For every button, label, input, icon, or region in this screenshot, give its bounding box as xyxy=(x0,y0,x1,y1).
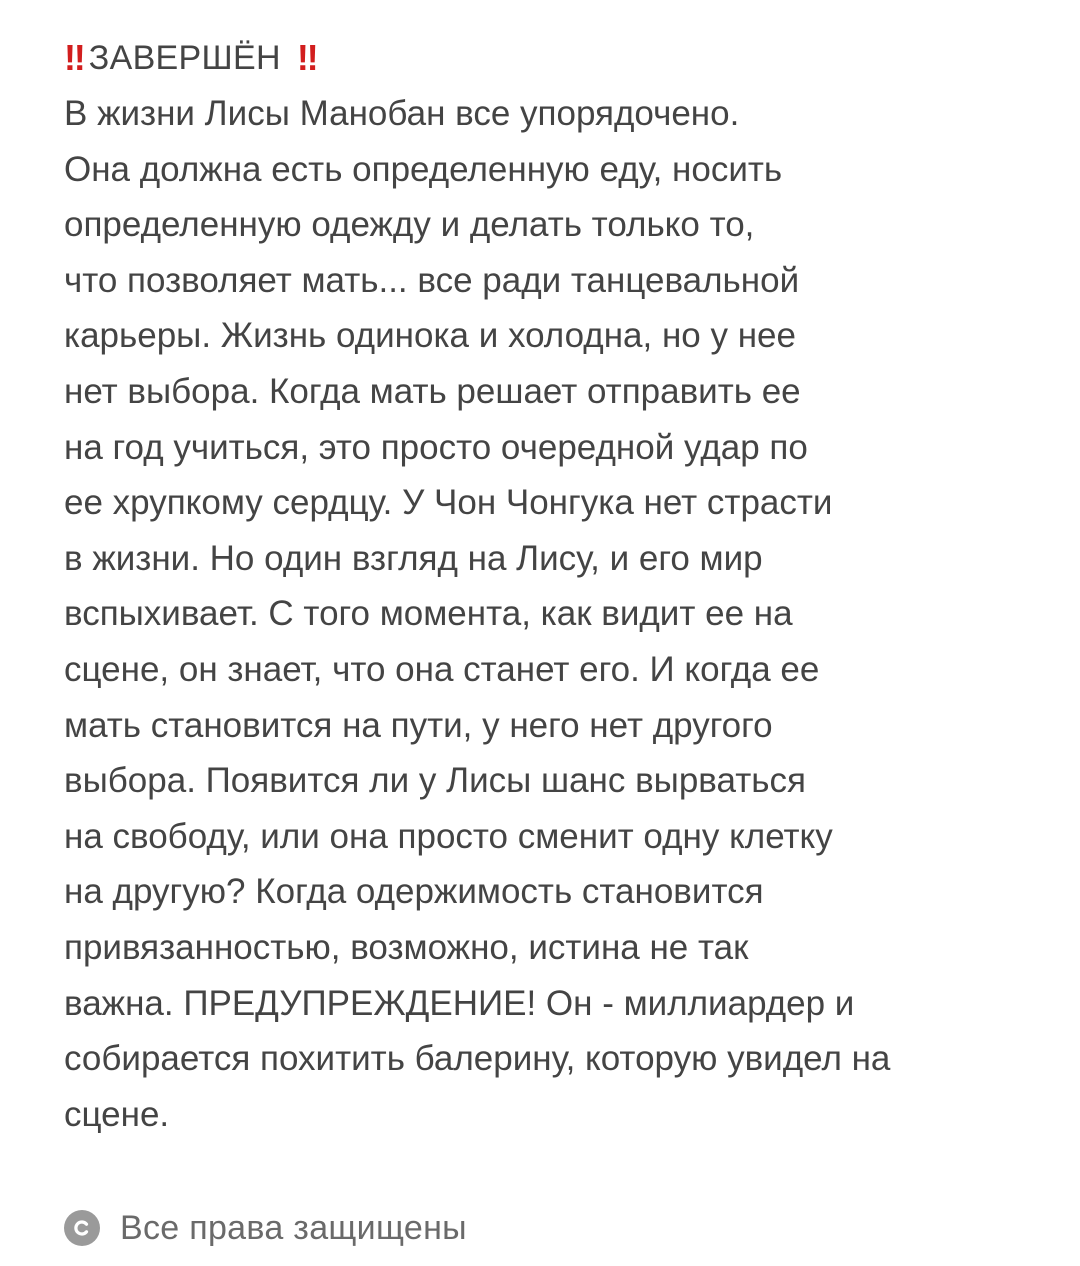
description-line: важна. ПРЕДУПРЕЖДЕНИЕ! Он - миллиардер и xyxy=(64,983,855,1023)
description-line: на свободу, или она просто сменит одну клетку xyxy=(64,816,833,856)
description-line: В жизни Лисы Манобан все упорядочено. xyxy=(64,94,740,133)
story-description xyxy=(64,86,1044,1142)
description-line: определенную одежду и делать только то, xyxy=(64,205,755,245)
description-line: сцене, он знает, что она станет его. И когда ее xyxy=(64,649,820,689)
description-line: карьеры. Жизнь одинока и холодна, но у нее xyxy=(64,316,796,356)
story-description-section xyxy=(64,30,1044,1142)
description-line: сцене. xyxy=(64,1094,170,1134)
description-line: на другую? Когда одержимость становится xyxy=(64,872,764,912)
description-line: ее хрупкому сердцу. У Чон Чонгука нет страсти xyxy=(64,483,833,523)
status-label: ЗАВЕРШЁН xyxy=(88,38,281,77)
description-line: привязанностью, возможно, истина не так xyxy=(64,927,749,967)
description-line: на год учиться, это просто очередной удар по xyxy=(64,427,808,467)
description-line: нет выбора. Когда мать решает отправить ее xyxy=(64,371,801,411)
description-line: что позволяет мать... все ради танцевальной xyxy=(64,260,800,300)
copyright-notice xyxy=(64,1200,467,1256)
copyright-icon xyxy=(64,1210,100,1246)
description-line: собирается похитить балерину, которую увидел на xyxy=(64,1039,891,1079)
description-line: мать становится на пути, у него нет другого xyxy=(64,705,773,745)
status-line xyxy=(64,30,1044,86)
description-line: в жизни. Но один взгляд на Лису, и его мир xyxy=(64,538,763,578)
description-line: Она должна есть определенную еду, носить xyxy=(64,149,783,189)
double-exclamation-icon: ‼ xyxy=(296,37,314,78)
description-line: вспыхивает. С того момента, как видит ее на xyxy=(64,594,793,634)
double-exclamation-icon: ‼ xyxy=(64,37,81,78)
description-line: выбора. Появится ли у Лисы шанс вырваться xyxy=(64,761,806,801)
copyright-label: Все права защищены xyxy=(120,1208,467,1247)
